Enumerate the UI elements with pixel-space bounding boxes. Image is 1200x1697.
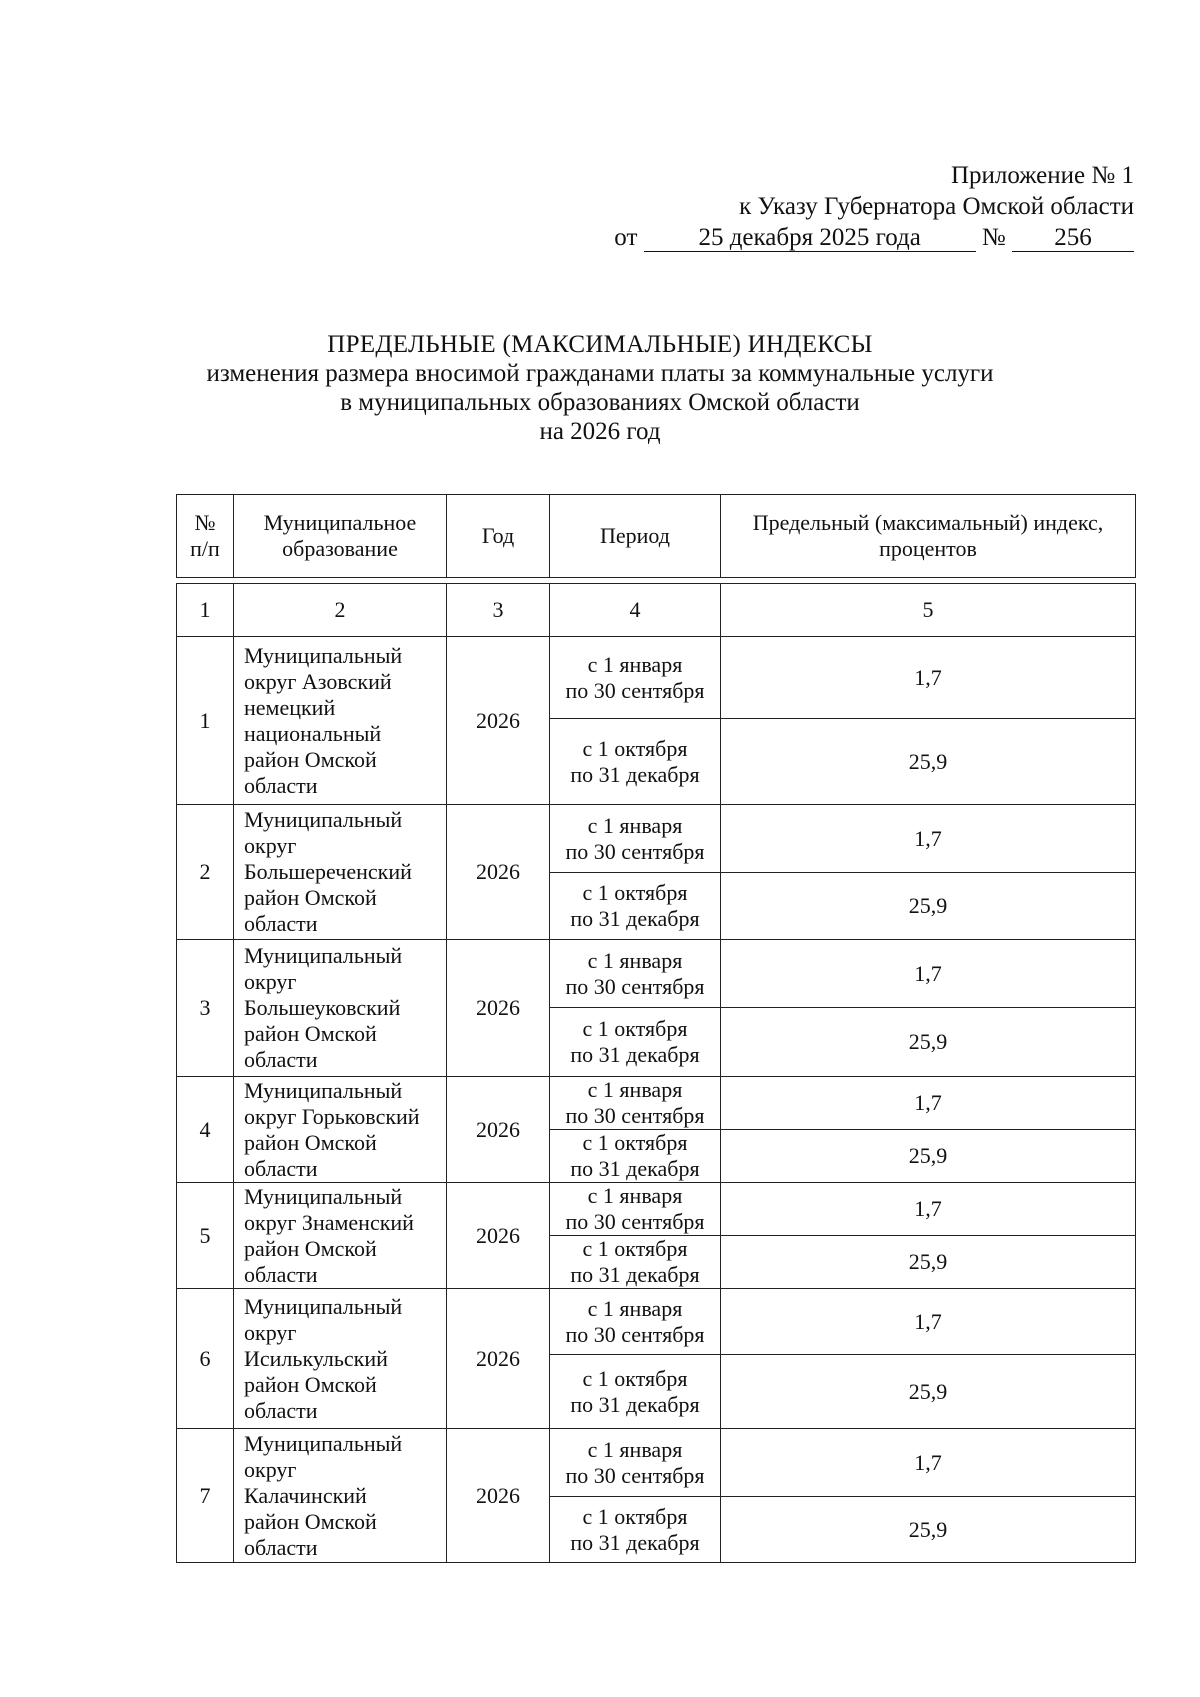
header-num: № п/п — [177, 495, 234, 578]
period-start: с 1 января — [587, 1183, 683, 1208]
period-end: по 31 декабря — [570, 761, 700, 787]
municipality-name-line: области — [244, 1261, 318, 1287]
municipality-name-line: район Омской — [244, 1371, 377, 1397]
municipality-name — [234, 1077, 447, 1183]
table-row — [177, 1289, 1136, 1355]
period-cell — [550, 1008, 721, 1077]
period-end: по 30 сентября — [565, 838, 705, 864]
period-start: с 1 октября — [582, 1130, 688, 1155]
municipality-name — [234, 1429, 447, 1563]
title-line-3: в муниципальных образованиях Омской области — [340, 389, 860, 416]
period-end: по 30 сентября — [565, 1462, 705, 1488]
municipality-name-line: округ — [244, 1456, 297, 1482]
header-index: Предельный (максимальный) индекс, процентов — [721, 495, 1136, 578]
appendix-date-line — [614, 222, 1134, 253]
col-number: 3 — [447, 584, 550, 637]
row-number: 6 — [177, 1289, 234, 1429]
decree-date: 25 декабря 2025 года — [644, 225, 976, 252]
table-header — [176, 494, 1136, 578]
period-start: с 1 января — [587, 1436, 683, 1462]
year-cell: 2026 — [447, 1077, 550, 1183]
index-value: 1,7 — [721, 1077, 1136, 1130]
municipality-name-line: округ Знаменский — [244, 1209, 414, 1235]
period-start: с 1 октября — [582, 1503, 688, 1529]
period-end: по 30 сентября — [565, 677, 705, 703]
period-end: по 31 декабря — [570, 1262, 700, 1287]
period-start: с 1 октября — [582, 880, 688, 905]
period-cell — [550, 873, 721, 940]
period-cell — [550, 940, 721, 1008]
index-value: 25,9 — [721, 719, 1136, 805]
municipality-name-line: национальный — [244, 720, 382, 746]
municipality-name-line: Исилькульский — [244, 1345, 388, 1371]
index-value: 1,7 — [721, 1183, 1136, 1236]
number-label: № — [981, 224, 1006, 251]
table-row — [177, 1183, 1136, 1236]
municipality-name-line: Муниципальный — [244, 1293, 403, 1319]
municipality-name-line: округ Азовский — [244, 668, 392, 694]
row-number: 4 — [177, 1077, 234, 1183]
year-cell: 2026 — [447, 1183, 550, 1289]
municipality-name-line: район Омской — [244, 1129, 377, 1155]
period-start: с 1 января — [587, 1077, 683, 1102]
municipality-name-line: район Омской — [244, 885, 377, 910]
title-main: ПРЕДЕЛЬНЫЕ (МАКСИМАЛЬНЫЕ) ИНДЕКСЫ — [327, 331, 873, 358]
title-line-4: на 2026 год — [539, 418, 661, 445]
period-end: по 31 декабря — [570, 1042, 700, 1067]
period-cell — [550, 1429, 721, 1497]
appendix-decree-ref: к Указу Губернатора Омской области — [739, 193, 1134, 220]
period-cell — [550, 1355, 721, 1429]
period-start: с 1 января — [587, 947, 683, 973]
period-end: по 30 сентября — [565, 1103, 705, 1128]
period-end: по 30 сентября — [565, 973, 705, 999]
period-end: по 31 декабря — [570, 906, 700, 931]
municipality-name-line: Муниципальный — [244, 807, 403, 832]
index-value: 1,7 — [721, 1289, 1136, 1355]
header-municipality: Муниципальное образование — [234, 495, 447, 578]
index-value: 25,9 — [721, 1497, 1136, 1563]
row-number: 7 — [177, 1429, 234, 1563]
municipality-name-line: Большеуковский — [244, 995, 401, 1020]
year-cell: 2026 — [447, 940, 550, 1077]
table-row — [177, 805, 1136, 873]
municipality-name-line: немецкий — [244, 694, 336, 720]
year-cell: 2026 — [447, 805, 550, 940]
col-number: 4 — [550, 584, 721, 637]
decree-number: 256 — [1012, 225, 1134, 252]
header-year: Год — [447, 495, 550, 578]
col-number: 5 — [721, 584, 1136, 637]
municipality-name-line: области — [244, 1155, 318, 1181]
table-row — [177, 940, 1136, 1008]
col-number: 1 — [177, 584, 234, 637]
municipality-name-line: округ — [244, 833, 297, 858]
data-table — [176, 583, 1136, 1563]
period-cell — [550, 805, 721, 873]
municipality-name — [234, 940, 447, 1077]
municipality-name-line: Большереченский — [244, 859, 412, 884]
municipality-name-line: округ Горьковский — [244, 1103, 420, 1129]
period-cell — [550, 1183, 721, 1236]
row-number: 5 — [177, 1183, 234, 1289]
table-row — [177, 637, 1136, 719]
index-value: 1,7 — [721, 1429, 1136, 1497]
municipality-name — [234, 1289, 447, 1429]
municipality-name-line: области — [244, 1047, 318, 1072]
municipality-name — [234, 1183, 447, 1289]
index-value: 25,9 — [721, 1130, 1136, 1183]
year-cell: 2026 — [447, 1289, 550, 1429]
period-start: с 1 января — [587, 651, 683, 677]
period-end: по 31 декабря — [570, 1156, 700, 1181]
period-start: с 1 октября — [582, 1016, 688, 1041]
period-cell — [550, 637, 721, 719]
municipality-name — [234, 805, 447, 940]
municipality-name-line: области — [244, 772, 318, 798]
col-number: 2 — [234, 584, 447, 637]
municipality-name-line: области — [244, 1397, 318, 1423]
municipality-name-line: Муниципальный — [244, 1077, 403, 1103]
table-body — [177, 584, 1136, 1563]
period-end: по 31 декабря — [570, 1529, 700, 1555]
period-cell — [550, 1130, 721, 1183]
municipality-name-line: Калачинский — [244, 1482, 367, 1508]
period-start: с 1 января — [587, 812, 683, 838]
index-value: 1,7 — [721, 805, 1136, 873]
index-value: 25,9 — [721, 873, 1136, 940]
appendix-title: Приложение № 1 — [950, 162, 1134, 189]
index-value: 25,9 — [721, 1236, 1136, 1289]
table-row — [177, 1077, 1136, 1130]
municipality-name-line: области — [244, 911, 318, 936]
municipality-name-line: области — [244, 1534, 318, 1560]
year-cell: 2026 — [447, 1429, 550, 1563]
municipality-name-line: район Омской — [244, 1508, 377, 1534]
period-cell — [550, 1289, 721, 1355]
period-end: по 30 сентября — [565, 1209, 705, 1234]
from-label: от — [614, 224, 638, 251]
document-title — [0, 330, 1200, 446]
period-cell — [550, 1077, 721, 1130]
period-end: по 31 декабря — [570, 1391, 700, 1417]
period-start: с 1 января — [587, 1295, 683, 1321]
municipality-name-line: район Омской — [244, 1021, 377, 1046]
period-cell — [550, 1497, 721, 1563]
year-cell: 2026 — [447, 637, 550, 805]
municipality-name-line: Муниципальный — [244, 642, 403, 668]
municipality-name — [234, 637, 447, 805]
table-row — [177, 1429, 1136, 1497]
header-row — [177, 495, 1136, 578]
appendix-block — [614, 160, 1134, 253]
header-period: Период — [550, 495, 721, 578]
period-start: с 1 октября — [582, 735, 688, 761]
period-cell — [550, 1236, 721, 1289]
index-value: 25,9 — [721, 1008, 1136, 1077]
municipality-name-line: округ — [244, 1319, 297, 1345]
row-number: 3 — [177, 940, 234, 1077]
period-start: с 1 октября — [582, 1236, 688, 1261]
municipality-name-line: Муниципальный — [244, 1183, 403, 1209]
period-start: с 1 октября — [582, 1365, 688, 1391]
municipality-name-line: Муниципальный — [244, 943, 403, 968]
row-number: 1 — [177, 637, 234, 805]
municipality-name-line: округ — [244, 969, 297, 994]
period-end: по 30 сентября — [565, 1321, 705, 1347]
column-number-row — [177, 584, 1136, 637]
period-cell — [550, 719, 721, 805]
index-value: 1,7 — [721, 637, 1136, 719]
index-value: 1,7 — [721, 940, 1136, 1008]
municipality-name-line: район Омской — [244, 746, 377, 772]
row-number: 2 — [177, 805, 234, 940]
municipality-name-line: Муниципальный — [244, 1430, 403, 1456]
municipality-name-line: район Омской — [244, 1235, 377, 1261]
title-line-2: изменения размера вносимой гражданами платы за коммунальные услуги — [206, 360, 994, 387]
index-value: 25,9 — [721, 1355, 1136, 1429]
